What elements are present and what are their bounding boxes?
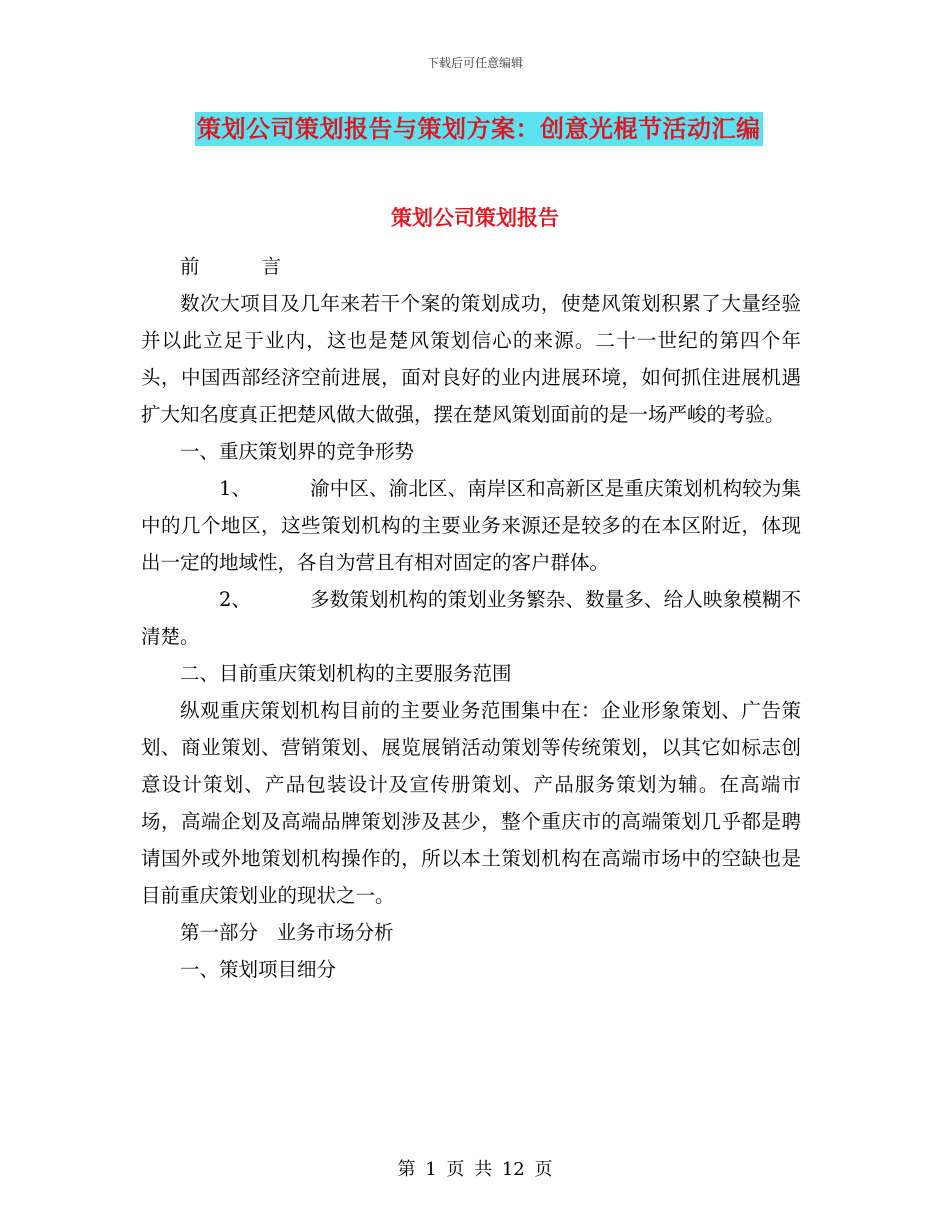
paragraph-services: 纵观重庆策划机构目前的主要业务范围集中在：企业形象策划、广告策划、商业策划、营销策划、展览展销活动策划等传统策划，以其它如标志创意设计策划、产品包装设计及宣传册策划、产品服务策划为辅。在高端市场，高端企划及高端品牌策划涉及甚少，整个重庆市的高端策划几乎都是聘请国外或外地策划机构操作的，所以本土策划机构在高端市场中的空缺也是目前重庆策划业的现状之一。 — [141, 699, 801, 907]
section-heading-services: 二、目前重庆策划机构的主要服务范围 — [180, 662, 512, 685]
preface-heading: 前 言 — [180, 255, 281, 278]
part-heading: 第一部分 业务市场分析 — [180, 921, 394, 944]
list-item-1-text: 渝中区、渝北区、南岸区和高新区是重庆策划机构较为集中的几个地区，这些策划机构的主要业务来源还是较多的在本区附近，体现出一定的地域性，各自为营且有相对固定的客户群体。 — [141, 477, 801, 574]
part-sub-heading: 一、策划项目细分 — [180, 958, 337, 981]
list-item-2-text: 多数策划机构的策划业务繁杂、数量多、给人映象模糊不清楚。 — [141, 588, 801, 648]
document-title: 策划公司策划报告与策划方案：创意光棍节活动汇编 — [195, 112, 763, 146]
paragraph-intro: 数次大项目及几年来若干个案的策划成功，使楚风策划积累了大量经验并以此立足于业内，这也是楚风策划信心的来源。二十一世纪的第四个年头，中国西部经济空前进展，面对良好的业内进展环境，如何抓住进展机遇扩大知名度真正把楚风做大做强，摆在楚风策划面前的是一场严峻的考验。 — [141, 292, 801, 426]
section-heading-competition: 一、重庆策划界的竞争形势 — [180, 440, 415, 463]
list-item-1 — [141, 470, 801, 581]
list-item-2-number: 2、 — [219, 588, 251, 611]
document-body — [141, 248, 801, 988]
header-note: 下载后可任意编辑 — [426, 56, 523, 70]
list-item-2 — [141, 581, 801, 655]
section-title: 策划公司策划报告 — [391, 205, 559, 230]
page-footer: 第 1 页 共 12 页 — [397, 1159, 553, 1180]
list-item-1-number: 1、 — [219, 477, 251, 500]
